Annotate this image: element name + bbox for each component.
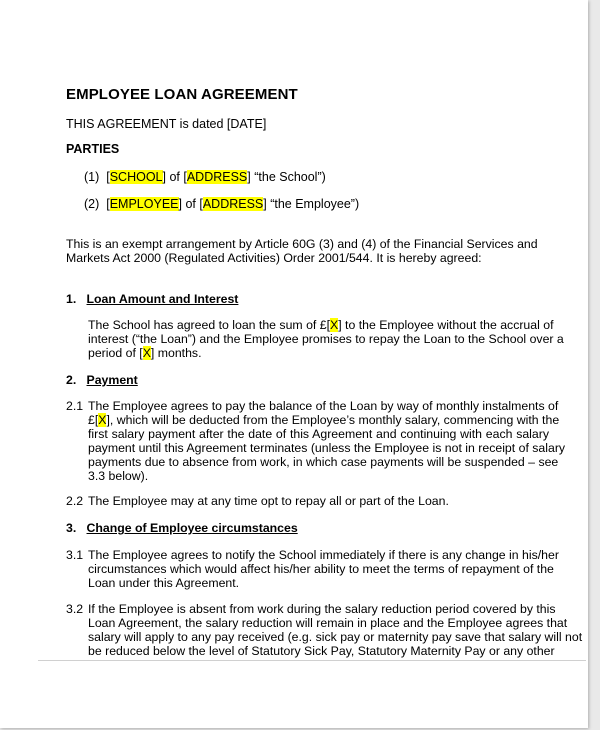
page-divider [38,660,586,661]
party-2-number: (2) [84,197,100,211]
months-placeholder: X [142,346,151,360]
party-2-label: ] “the Employee”) [263,197,360,211]
instalment-placeholder: X [98,413,107,427]
clause-2-2: The Employee may at any time opt to repay all or part of the Loan. [88,494,449,508]
body-line: Loan under this Agreement. [88,576,240,590]
amount-placeholder: X [330,318,339,332]
agreement-date-line: THIS AGREEMENT is dated [DATE] [66,117,267,131]
text: period of [ [88,346,143,360]
employee-placeholder: EMPLOYEE [109,197,179,211]
section-1-heading [66,292,238,306]
section-number: 3. [66,521,77,535]
text: ] months. [150,346,202,360]
body-line: 3.3 below). [88,469,149,483]
body-line: interest (“the Loan”) and the Employee promises to repay the Loan to the School over a [88,332,564,346]
employee-address-placeholder: ADDRESS [202,197,264,211]
clause-number: 3.1 [66,548,84,562]
intro-line: Markets Act 2000 (Regulated Activities) Order 2001/544. It is hereby agreed: [66,251,482,265]
body-line: The Employee agrees to notify the School immediately if there is any change in his/her [88,548,559,562]
body-line [88,346,549,360]
clause-number: 3.2 [66,602,84,616]
text: ] to the Employee without the accrual of [338,318,554,332]
text: The School has agreed to loan the sum of £[ [88,318,330,332]
clause-3-1 [88,548,559,590]
section-1-body [88,318,564,360]
section-2-heading [66,373,138,387]
body-line: Loan Agreement, the salary reduction will remain in place and the Employee agrees that [88,616,568,630]
text: ], which will be deducted from the Employee’s monthly salary, commencing with the [106,413,560,427]
clause-number: 2.2 [66,494,84,508]
intro-paragraph [66,237,538,265]
body-line: payment until this Agreement terminates (unless the Employee is not in receipt of salary [88,441,566,455]
clause-number: 2.1 [66,399,84,413]
body-line: salary will apply to any pay received (e.g. sick pay or maternity pay save that salary will not [88,630,583,644]
body-line: be reduced below the level of Statutory Sick Pay, Statutory Maternity Pay or any other [88,644,555,658]
parties-heading: PARTIES [66,142,120,156]
clause-3-2 [88,602,583,658]
section-title: Payment [86,373,138,387]
party-1 [84,170,326,184]
body-line: The Employee agrees to pay the balance of the Loan by way of monthly instalments of [88,399,559,413]
body-line: first salary payment after the date of this Agreement and continuing with each salary [88,427,549,441]
party-1-of: ] of [ [162,170,187,184]
bracket: [ [106,170,110,184]
section-3-heading [66,521,298,535]
intro-line: This is an exempt arrangement by Article 60G (3) and (4) of the Financial Services and [66,237,538,251]
document-title: EMPLOYEE LOAN AGREEMENT [66,86,298,103]
party-1-number: (1) [84,170,100,184]
school-placeholder: SCHOOL [109,170,163,184]
section-number: 2. [66,373,77,387]
section-number: 1. [66,292,77,306]
bracket: [ [106,197,110,211]
party-1-label: ] “the School”) [247,170,326,184]
body-line: circumstances which would affect his/her ability to meet the terms of repayment of the [88,562,554,576]
body-line [88,318,554,332]
section-title: Change of Employee circumstances [86,521,298,535]
school-address-placeholder: ADDRESS [186,170,248,184]
clause-2-1 [88,399,566,483]
body-line: payments due to absence from work, in which case payments will be suspended – see [88,455,559,469]
party-2 [84,197,359,211]
text: £[ [88,413,99,427]
body-line: If the Employee is absent from work during the salary reduction period covered by this [88,602,556,616]
party-2-of: ] of [ [178,197,203,211]
body-line [88,413,560,427]
section-title: Loan Amount and Interest [86,292,239,306]
